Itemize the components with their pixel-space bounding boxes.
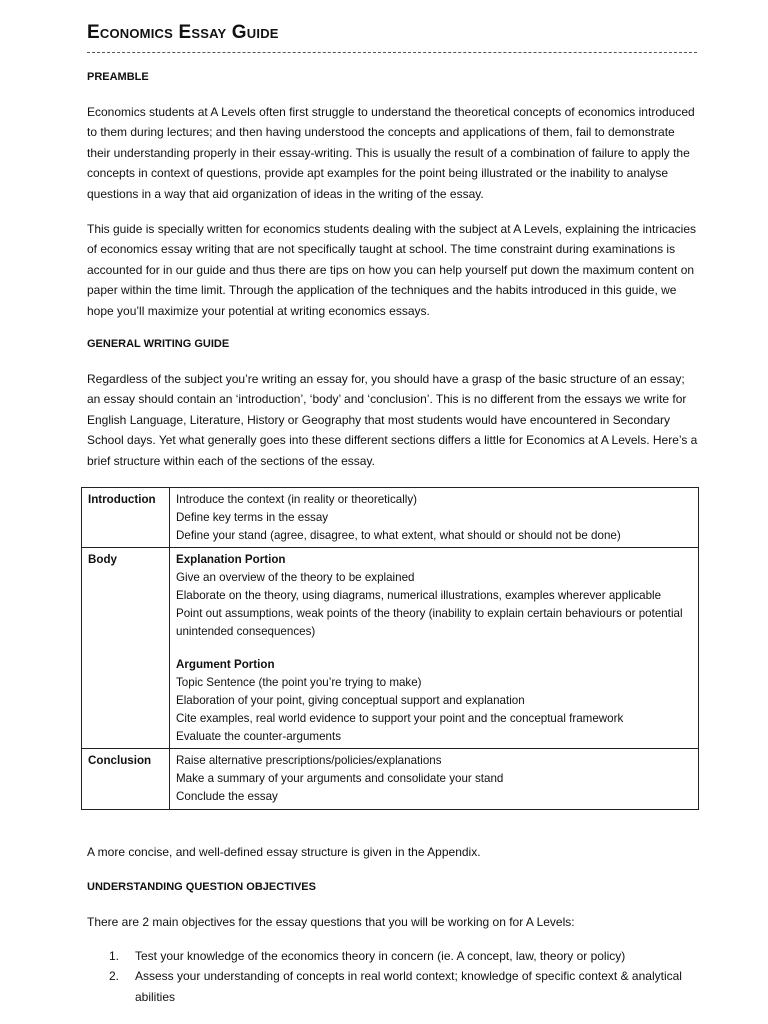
argument-line: Elaboration of your point, giving conceptual support and explanation	[176, 693, 525, 707]
explanation-line: Give an overview of the theory to be explained	[176, 571, 415, 585]
list-number: 1.	[109, 949, 120, 963]
appendix-note: A more concise, and well-defined essay structure is given in the Appendix.	[87, 845, 481, 859]
argument-line: Topic Sentence (the point you’re trying to make)	[176, 676, 422, 690]
preamble-paragraph-2: This guide is specially written for economics students dealing with the subject at A Levels, explaining the intricacies of economics essay writing that are not specifically taught at school. The time constraint during examinations is accounted for in our guide and thus there are tips on how you can help yourself put down the maximum content on paper within the time limit. Through the application of the techniques and the habits introduced in this guide, we hope you’ll maximize your potential at writing economics essays.	[87, 222, 696, 318]
conclusion-content	[170, 749, 699, 809]
introduction-label: Introduction	[82, 488, 170, 548]
introduction-line: Introduce the context (in reality or theoretically)	[176, 493, 418, 506]
objectives-list	[87, 946, 687, 1007]
list-item	[87, 946, 687, 966]
explanation-portion-heading: Explanation Portion	[176, 553, 286, 567]
introduction-line: Define key terms in the essay	[176, 510, 329, 524]
spacer	[176, 640, 692, 656]
essay-structure-table	[81, 487, 699, 810]
list-item-text: Assess your understanding of concepts in real world context; knowledge of specific context & analytical abilities	[135, 969, 682, 1004]
table-row-body	[82, 548, 699, 749]
preamble-paragraph-1: Economics students at A Levels often first struggle to understand the theoretical concepts of economics introduced to them during lectures; and then having understood the concepts and applications of them, fail to demonstrate their understanding properly in their essay-writing. This is usually the result of a combination of failure to apply the concepts in context of questions, provide apt examples for the point being illustrated or the inability to analyse questions in a way that aid organization of ideas in the writing of the essay.	[87, 105, 695, 201]
list-item	[87, 966, 687, 1007]
list-item-text: Test your knowledge of the economics theory in concern (ie. A concept, law, theory or policy)	[135, 949, 626, 963]
introduction-line: Define your stand (agree, disagree, to what extent, what should or should not be done)	[176, 528, 621, 542]
objectives-heading: UNDERSTANDING QUESTION OBJECTIVES	[87, 881, 316, 893]
general-writing-paragraph: Regardless of the subject you’re writing an essay for, you should have a grasp of the basic structure of an essay; an essay should contain an ‘introduction’, ‘body’ and ‘conclusion’. This is no different from the essays we write for English Language, Literature, History or Geography that most students would have encountered in Secondary School days. Yet what generally goes into these different sections differs a little for Economics at A Levels. Here’s a brief structure within each of the sections of the essay.	[87, 372, 698, 468]
body-content	[170, 548, 699, 749]
argument-portion-heading: Argument Portion	[176, 658, 275, 672]
preamble-heading: PREAMBLE	[87, 71, 149, 83]
introduction-content	[170, 488, 699, 548]
argument-line: Evaluate the counter-arguments	[176, 729, 341, 743]
general-writing-heading: GENERAL WRITING GUIDE	[87, 338, 230, 350]
objectives-intro: There are 2 main objectives for the essay questions that you will be working on for A Levels:	[87, 915, 575, 929]
explanation-line: Point out assumptions, weak points of the theory (inability to explain certain behaviours or potential unintended consequences)	[176, 606, 683, 638]
title-divider	[87, 52, 697, 53]
argument-line: Cite examples, real world evidence to support your point and the conceptual framework	[176, 711, 624, 725]
conclusion-line: Raise alternative prescriptions/policies/explanations	[176, 754, 442, 768]
body-label: Body	[82, 548, 170, 749]
table-row-conclusion	[82, 749, 699, 809]
conclusion-label: Conclusion	[82, 749, 170, 809]
table-row-introduction	[82, 488, 699, 548]
document-title: Economics Essay Guide	[87, 22, 279, 43]
list-number: 2.	[109, 969, 120, 984]
conclusion-line: Conclude the essay	[176, 789, 278, 803]
explanation-line: Elaborate on the theory, using diagrams, numerical illustrations, examples wherever applicable	[176, 588, 662, 602]
conclusion-line: Make a summary of your arguments and consolidate your stand	[176, 772, 504, 786]
